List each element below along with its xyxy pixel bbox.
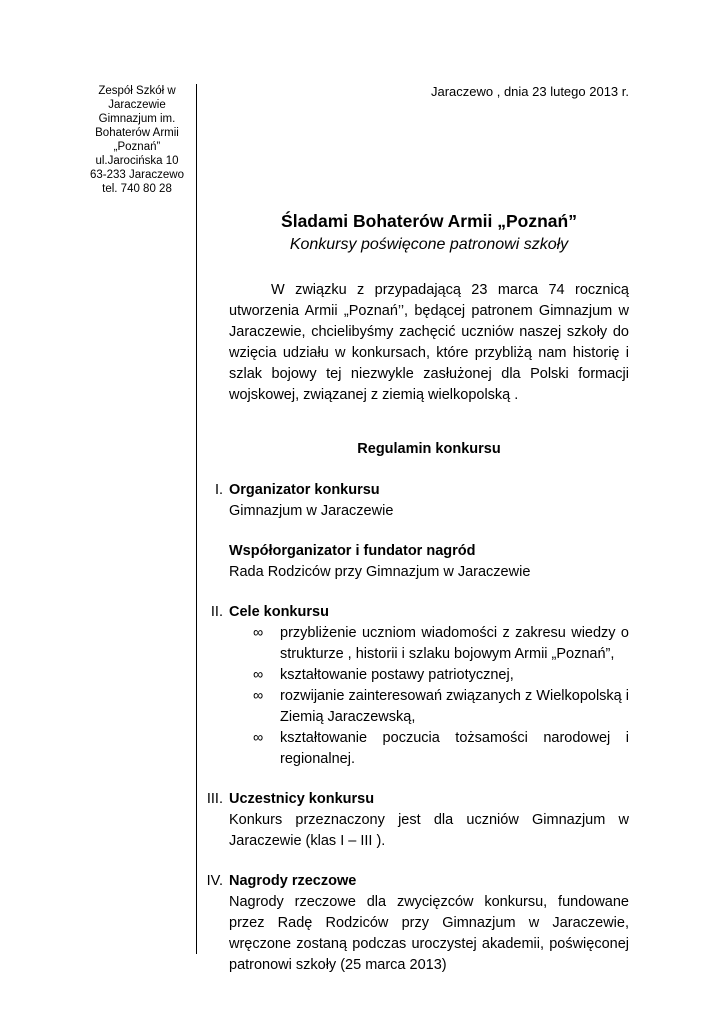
letterhead-line: „Poznań” xyxy=(113,141,161,153)
section-body: Rada Rodziców przy Gimnazjum w Jaraczewie xyxy=(229,564,531,580)
rules-heading: Regulamin konkursu xyxy=(357,441,501,457)
list-item xyxy=(229,686,629,728)
list-item xyxy=(229,623,629,665)
letterhead-line: Gimnazjum im. xyxy=(98,113,176,125)
section-title: Współorganizator i fundator nagród xyxy=(229,543,476,559)
letterhead-line: Zespół Szkół w xyxy=(98,85,176,97)
list-item xyxy=(229,728,629,770)
bullet-text: przybliżenie uczniom wiadomości z zakresu wiedzy o strukturze , historii i szlaku bojowym Armii „Poznań”, xyxy=(280,625,629,662)
document-body xyxy=(206,84,629,995)
section-number: III. xyxy=(206,791,223,807)
bullet-text: kształtowanie postawy patriotycznej, xyxy=(280,667,514,683)
bullet-icon: ∞ xyxy=(253,667,264,683)
letterhead-line: ul.Jarocińska 10 xyxy=(95,155,179,167)
letterhead-line: Bohaterów Armii xyxy=(95,127,179,139)
section-body: Gimnazjum w Jaraczewie xyxy=(229,503,394,519)
intro-paragraph: W związku z przypadającą 23 marca 74 rocznicą utworzenia Armii „Poznań’’, będącej patronem Gimnazjum w Jaraczewie, chcielibyśmy zachęcić uczniów naszej szkoły do wzięcia udziału w konkursach, które przybliżą nam historię i szlak bojowy tej niezwykle zasłużonej dla Polski formacji wojskowej, związanej z ziemią wielkopolską . xyxy=(229,282,629,403)
bullet-text: rozwijanie zainteresowań związanych z Wielkopolską i Ziemią Jaraczewską, xyxy=(280,688,629,725)
section-participants xyxy=(206,789,629,852)
section-number: II. xyxy=(210,604,223,620)
document-title: Śladami Bohaterów Armii „Poznań” xyxy=(281,211,577,231)
letterhead-divider xyxy=(196,84,197,954)
letterhead-line: 63-233 Jaraczewo xyxy=(90,169,184,181)
section-number: I. xyxy=(214,482,223,498)
section-goals xyxy=(210,602,629,770)
letterhead-line: Jaraczewie xyxy=(108,99,166,111)
list-item xyxy=(229,665,629,686)
bullet-icon: ∞ xyxy=(253,625,264,641)
section-title: Uczestnicy konkursu xyxy=(229,791,375,807)
bullet-icon: ∞ xyxy=(253,688,264,704)
section-coorganizer xyxy=(229,541,629,583)
bullet-icon: ∞ xyxy=(253,730,264,746)
date-line: Jaraczewo , dnia 23 lutego 2013 r. xyxy=(430,84,629,99)
rules-sections xyxy=(206,480,629,976)
letterhead-line: tel. 740 80 28 xyxy=(102,183,172,195)
goals-bullet-list xyxy=(229,623,629,770)
bullet-text: kształtowanie poczucia tożsamości narodowej i regionalnej. xyxy=(280,730,629,767)
letterhead xyxy=(82,84,192,196)
section-title: Organizator konkursu xyxy=(229,482,380,498)
section-prizes xyxy=(206,871,629,976)
section-title: Cele konkursu xyxy=(229,604,329,620)
section-number: IV. xyxy=(206,873,223,889)
document-subtitle: Konkursy poświęcone patronowi szkoły xyxy=(289,236,569,253)
section-body: Konkurs przeznaczony jest dla uczniów Gimnazjum w Jaraczewie (klas I – III ). xyxy=(229,812,629,849)
section-organizer xyxy=(214,480,629,522)
section-body: Nagrody rzeczowe dla zwycięzców konkursu, fundowane przez Radę Rodziców przy Gimnazjum w Jaraczewie, wręczone zostaną podczas uroczystej akademii, poświęconej patronowi szkoły (25 marca 2013) xyxy=(229,894,629,973)
section-title: Nagrody rzeczowe xyxy=(229,873,357,889)
